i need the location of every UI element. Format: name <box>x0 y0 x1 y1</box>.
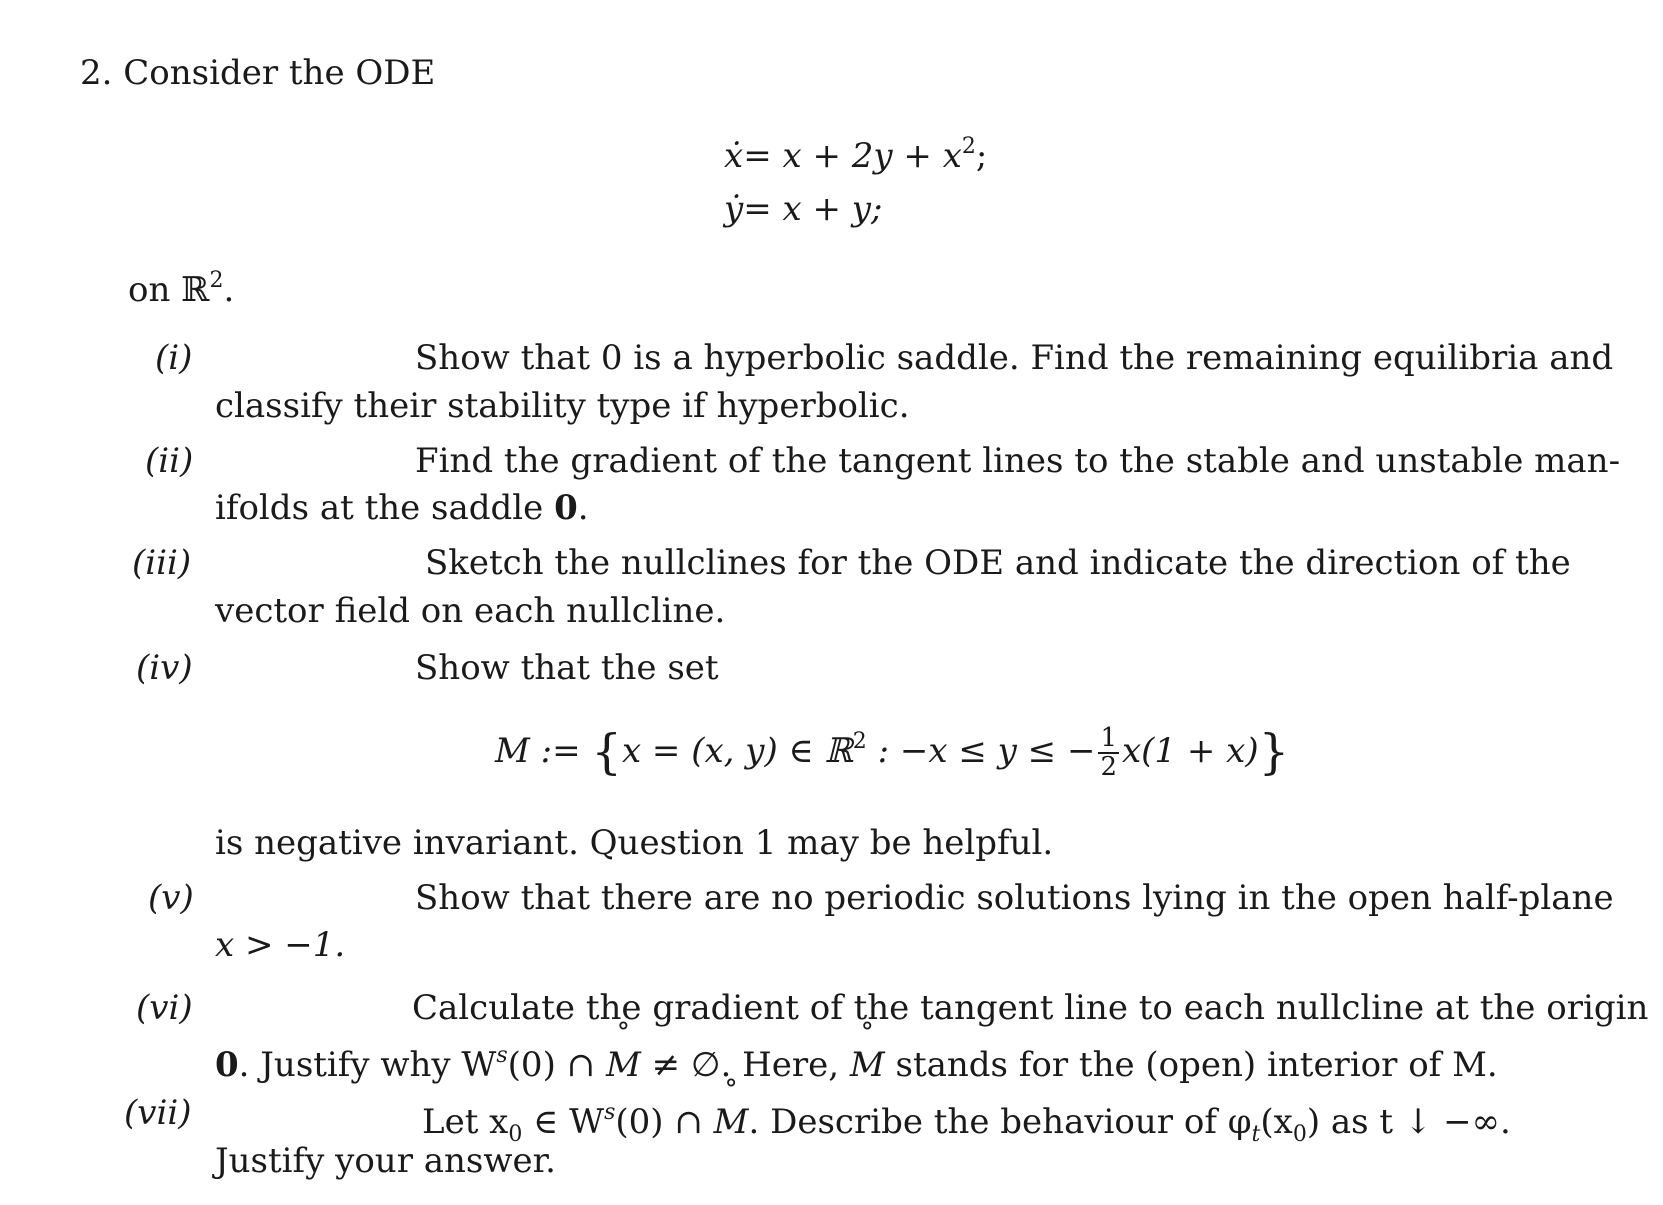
set-exp: 2 <box>852 729 867 754</box>
part-vii-f: (x <box>1260 1102 1293 1142</box>
right-brace-symbol: } <box>1258 724 1290 780</box>
eq2-rhs: = x + y; <box>743 189 883 229</box>
part-vii-a: Let x <box>422 1102 509 1142</box>
part-vii-sub3: 0 <box>1292 1122 1307 1147</box>
part-vii-g: ) as t ↓ −∞. <box>1306 1102 1511 1142</box>
domain-suffix: . <box>223 270 235 310</box>
part-vii-label: (vii) <box>124 1093 192 1133</box>
part-vi-m-interior: ˚ M <box>606 1042 641 1088</box>
domain-exp: 2 <box>209 268 224 293</box>
eq1-exp: 2 <box>961 134 976 159</box>
part-vii-e: . Describe the behaviour of φ <box>748 1102 1252 1142</box>
part-vii-m-interior: ˚ M <box>714 1099 749 1145</box>
fraction-denominator: 2 <box>1100 752 1117 782</box>
problem-intro: 2. Consider the ODE <box>80 53 436 93</box>
part-vii-line1 <box>422 1090 1511 1158</box>
part-vii-line2: Justify your answer. <box>215 1141 556 1181</box>
set-definition <box>495 712 1289 782</box>
set-condition: : −x ≤ y ≤ − <box>866 731 1096 771</box>
part-vii-sub: 0 <box>508 1122 523 1147</box>
left-brace-symbol: { <box>591 724 622 780</box>
eq1-end: ; <box>975 136 988 176</box>
part-iv-label: (iv) <box>136 648 193 688</box>
part-vi-line2-c: (0) ∩ <box>507 1045 606 1085</box>
eq1-lhs: ẋ <box>724 136 744 176</box>
part-i-label: (i) <box>155 338 193 378</box>
part-vii-sup: s <box>604 1100 616 1125</box>
part-ii-line2-a: ifolds at the saddle <box>215 488 555 528</box>
part-vi-sup: s <box>496 1043 508 1068</box>
part-ii-line1: Find the gradient of the tangent lines to the stable and unstable man- <box>415 441 1621 481</box>
equation-y-dot <box>724 186 882 232</box>
part-iii-line2: vector field on each nullcline. <box>215 591 726 631</box>
part-i-line2: classify their stability type if hyperbolic. <box>215 386 910 426</box>
part-iv-line2: is negative invariant. Question 1 may be helpful. <box>215 823 1054 863</box>
eq1-rhs: = x + 2y + x <box>743 136 962 176</box>
set-tail: x(1 + x) <box>1121 731 1259 771</box>
part-v-label: (v) <box>148 878 194 918</box>
part-ii-line2-c: . <box>577 488 589 528</box>
part-v-line2: x > −1. <box>215 925 346 965</box>
part-vi-line2-e: ≠ ∅. Here, <box>640 1045 850 1085</box>
domain-statement <box>128 258 234 313</box>
equation-x-dot <box>724 124 987 179</box>
fraction-one-half <box>1098 722 1119 782</box>
set-lhs: M := <box>495 731 581 771</box>
part-vii-sub2: t <box>1251 1122 1261 1147</box>
part-iii-line1: Sketch the nullclines for the ODE and indicate the direction of the <box>425 543 1571 583</box>
part-vi-zero: 0 <box>215 1045 239 1085</box>
part-vi-m-interior-2: ˚ M <box>850 1042 885 1088</box>
part-vii-c: (0) ∩ <box>615 1102 714 1142</box>
part-ii-label: (ii) <box>145 441 194 481</box>
part-iv-line1: Show that the set <box>415 648 719 688</box>
part-vi-line1: Calculate the gradient of the tangent line to each nullcline at the origin <box>412 988 1649 1028</box>
part-vi-line2-g: stands for the (open) interior of M. <box>884 1045 1498 1085</box>
part-vi-line2-b: . Justify why W <box>238 1045 497 1085</box>
part-v-line1: Show that there are no periodic solutions lying in the open half-plane <box>415 878 1614 918</box>
domain-prefix: on ℝ <box>128 270 210 310</box>
part-iii-label: (iii) <box>132 543 192 583</box>
part-vi-line2 <box>215 1033 1498 1088</box>
eq2-lhs: ẏ <box>724 189 744 229</box>
part-vi-label: (vi) <box>136 988 193 1028</box>
part-vii-b: ∈ W <box>522 1102 605 1142</box>
part-i-line1: Show that 0 is a hyperbolic saddle. Find the remaining equilibria and <box>415 338 1614 378</box>
set-body: x = (x, y) ∈ ℝ <box>621 731 853 771</box>
fraction-numerator: 1 <box>1100 722 1117 753</box>
part-ii-line2 <box>215 485 589 531</box>
part-ii-line2-b: 0 <box>554 488 578 528</box>
